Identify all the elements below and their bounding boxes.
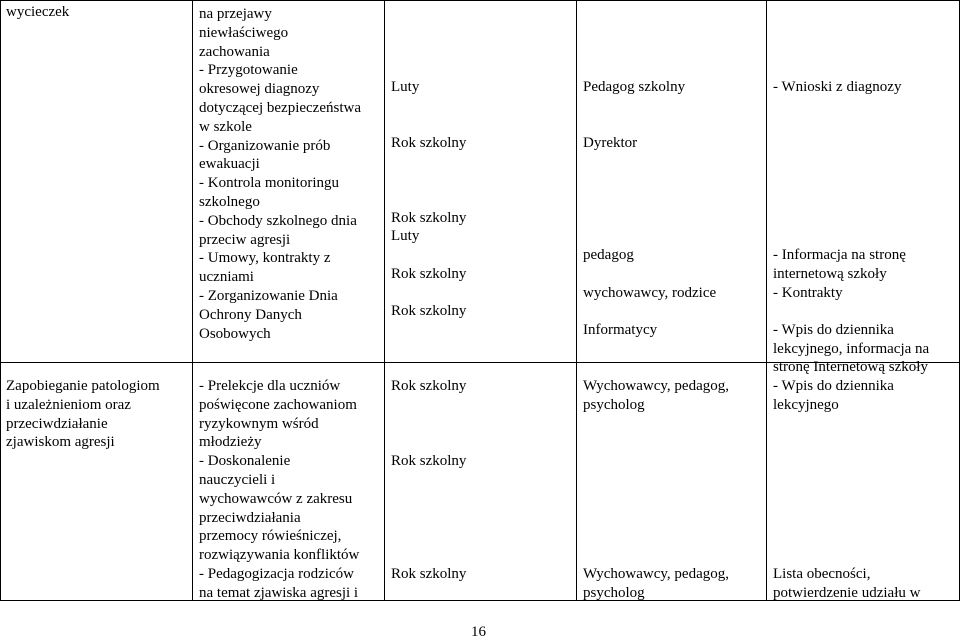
responsible-text: psycholog	[583, 397, 645, 413]
table-divider	[576, 0, 577, 601]
table-border-top	[0, 0, 960, 1]
activity-line: przemocy rówieśniczej,	[199, 528, 342, 545]
evaluation-text: - Informacja na stronę	[773, 247, 906, 263]
deadline-text: Luty	[391, 79, 420, 95]
area-line: i uzależnieniom oraz	[6, 396, 131, 413]
activity-line: - Organizowanie prób	[199, 137, 331, 154]
evaluation-text: - Kontrakty	[773, 285, 843, 301]
responsible-text: Informatycy	[583, 322, 658, 338]
responsible-text: Pedagog szkolny	[583, 79, 686, 95]
responsible-text: Wychowawcy, pedagog,	[583, 566, 729, 582]
activity-line: na temat zjawiska agresji i	[199, 584, 359, 601]
activity-line: młodzieży	[199, 434, 262, 451]
deadline-text: Rok szkolny	[391, 303, 467, 319]
deadline-text: Rok szkolny	[391, 135, 467, 151]
evaluation-text: stronę Internetową szkoły	[773, 359, 928, 375]
activity-line: - Pedagogizacja rodziców	[199, 565, 354, 582]
activity-line: szkolnego	[199, 193, 260, 210]
deadline-text: Rok szkolny	[391, 453, 467, 469]
activity-line: - Kontrola monitoringu	[199, 175, 339, 192]
area-line: zjawiskom agresji	[6, 434, 115, 451]
evaluation-text: - Wpis do dziennika	[773, 322, 894, 338]
activity-line: ewakuacji	[199, 156, 260, 173]
activity-line: - Obchody szkolnego dnia	[199, 212, 357, 229]
area-line: przeciwdziałanie	[6, 415, 108, 432]
evaluation-text: lekcyjnego	[773, 397, 839, 413]
area-line: Zapobieganie patologiom	[6, 378, 160, 394]
activity-line: okresowej diagnozy	[199, 81, 320, 98]
evaluation-text: potwierdzenie udziału w	[773, 585, 921, 601]
activity-line: Ochrony Danych	[199, 306, 302, 323]
activity-line: - Zorganizowanie Dnia	[199, 287, 338, 304]
deadline-text: Rok szkolny	[391, 266, 467, 282]
evaluation-text: lekcyjnego, informacja na	[773, 341, 930, 357]
responsible-text: psycholog	[583, 585, 645, 601]
evaluation-text: - Wnioski z diagnozy	[773, 79, 902, 95]
evaluation-text: Lista obecności,	[773, 566, 871, 582]
deadline-text: Luty	[391, 228, 420, 244]
activity-line: - Doskonalenie	[199, 453, 291, 470]
activity-line: przeciw agresji	[199, 231, 291, 248]
responsible-text: pedagog	[583, 247, 634, 263]
deadline-text: Rok szkolny	[391, 378, 467, 394]
activity-line: rozwiązywania konfliktów	[199, 547, 360, 564]
activity-line: wychowawców z zakresu	[199, 490, 353, 507]
row1-area-text: wycieczek	[6, 4, 70, 20]
table-divider	[766, 0, 767, 601]
activity-line: poświęcone zachowaniom	[199, 396, 357, 413]
responsible-text: wychowawcy, rodzice	[583, 285, 717, 301]
deadline-text: Rok szkolny	[391, 210, 467, 226]
table-border-left	[0, 0, 1, 601]
table-divider	[192, 0, 193, 601]
activity-line: - Przygotowanie	[199, 62, 298, 79]
activity-line: - Umowy, kontrakty z	[199, 250, 331, 267]
row2-area-cell	[6, 377, 186, 452]
deadline-text: Rok szkolny	[391, 566, 467, 582]
responsible-text: Dyrektor	[583, 135, 638, 151]
activity-line: dotyczącej bezpieczeństwa	[199, 99, 361, 116]
activity-line: uczniami	[199, 269, 254, 286]
activity-line: nauczycieli i	[199, 471, 276, 488]
evaluation-text: - Wpis do dziennika	[773, 378, 894, 394]
activity-line: niewłaściwego	[199, 24, 289, 41]
activity-line: Osobowych	[199, 325, 271, 342]
page-number: 16	[471, 624, 486, 640]
row2-activities-cell	[199, 377, 384, 603]
row1-area-cell	[6, 3, 186, 22]
activity-line: w szkole	[199, 118, 252, 135]
evaluation-text: internetową szkoły	[773, 266, 887, 282]
table-divider	[384, 0, 385, 601]
row1-activities-cell	[199, 5, 384, 343]
activity-line: ryzykownym wśród	[199, 415, 319, 432]
activity-line: na przejawy	[199, 6, 272, 22]
activity-line: przeciwdziałania	[199, 509, 301, 526]
activity-line: - Prelekcje dla uczniów	[199, 378, 341, 394]
activity-line: zachowania	[199, 43, 270, 60]
responsible-text: Wychowawcy, pedagog,	[583, 378, 729, 394]
